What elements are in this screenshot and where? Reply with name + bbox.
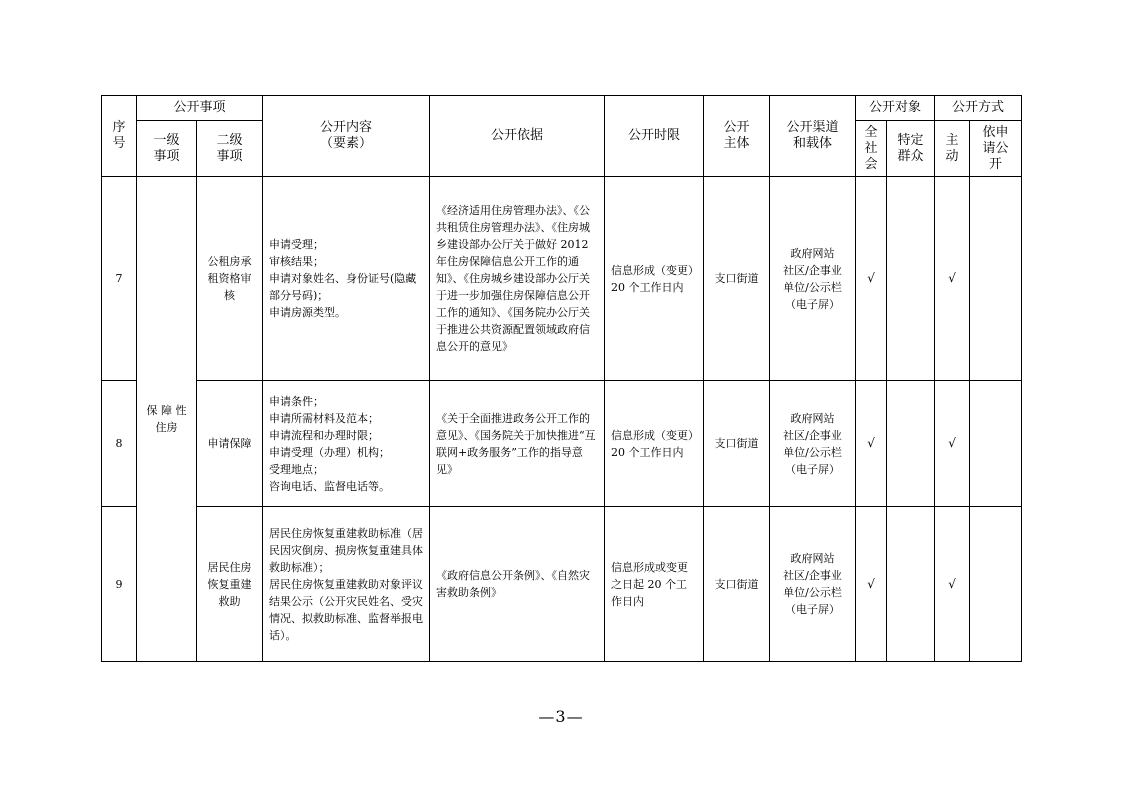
basis-cell: 《经济适用住房管理办法》、《公共租赁住房管理办法》、《住房城乡建设部办公厅关于做好 2012 年住房保障信息公开工作的通知》、《住房城乡建设部办公厅关于进一步加强住房保障信息公开工作的通知》、《国务院办公厅关于推进公共资源配置领域政府信息公开的意见》 [430,177,605,381]
content-cell: 申请受理； 审核结果； 申请对象姓名、身份证号(隐藏部分号码)； 申请房源类型。 [263,177,430,381]
row-seq: 7 [102,177,137,381]
content-cell: 申请条件； 申请所需材料及范本； 申请流程和办理时限； 申请受理（办理）机构； 受理地点； 咨询电话、监督电话等。 [263,381,430,507]
page-number: —3— [538,707,584,726]
time-limit-cell: 信息形成（变更）20 个工作日内 [605,177,704,381]
channel-cell: 政府网站 社区/企事业 单位/公示栏 （电子屏） [770,177,856,381]
active-check: √ [935,507,970,662]
specific-groups-check [887,507,935,662]
channel-cell: 政府网站 社区/企事业 单位/公示栏 （电子屏） [770,381,856,507]
header-on-request: 依申 请公 开 [970,121,1022,177]
time-limit-cell: 信息形成（变更）20 个工作日内 [605,381,704,507]
subject-cell: 支口街道 [704,381,770,507]
basis-cell: 《关于全面推进政务公开工作的意见》、《国务院关于加快推进“互联网+政务服务”工作的指导意见》 [430,381,605,507]
all-society-check: √ [856,507,887,662]
header-level1: 一级 事项 [137,121,197,177]
time-limit-cell: 信息形成或变更之日起 20 个工作日内 [605,507,704,662]
header-content: 公开内容 （要素） [263,96,430,177]
header-seq: 序 号 [102,96,137,177]
channel-cell: 政府网站 社区/企事业 单位/公示栏 （电子屏） [770,507,856,662]
on-request-check [970,177,1022,381]
active-check: √ [935,381,970,507]
all-society-check: √ [856,381,887,507]
table-row [102,177,1022,381]
active-check: √ [935,177,970,381]
header-channel: 公开渠道 和载体 [770,96,856,177]
header-audience: 公开对象 [856,96,935,121]
on-request-check [970,381,1022,507]
header-public-items: 公开事项 [137,96,263,121]
subject-cell: 支口街道 [704,177,770,381]
level1-item: 保 障 性 住房 [137,177,197,662]
header-basis: 公开依据 [430,96,605,177]
all-society-check: √ [856,177,887,381]
header-specific-groups: 特定 群众 [887,121,935,177]
header-row-1 [102,96,1022,121]
header-level2: 二级 事项 [197,121,263,177]
table-row [102,507,1022,662]
table-row [102,381,1022,507]
header-time-limit: 公开时限 [605,96,704,177]
basis-cell: 《政府信息公开条例》、《自然灾害救助条例》 [430,507,605,662]
level2-item: 居民住房 恢复重建 救助 [197,507,263,662]
subject-cell: 支口街道 [704,507,770,662]
on-request-check [970,507,1022,662]
header-all-society: 全 社 会 [856,121,887,177]
header-method: 公开方式 [935,96,1022,121]
header-subject: 公开 主体 [704,96,770,177]
header-active: 主 动 [935,121,970,177]
content-cell: 居民住房恢复重建救助标准（居民因灾倒房、损房恢复重建具体救助标准）； 居民住房恢复重建救助对象评议结果公示（公开灾民姓名、受灾情况、拟救助标准、监督举报电话）。 [263,507,430,662]
row-seq: 8 [102,381,137,507]
specific-groups-check [887,177,935,381]
level2-item: 公租房承 租资格审 核 [197,177,263,381]
disclosure-table [101,95,1022,662]
level2-item: 申请保障 [197,381,263,507]
specific-groups-check [887,381,935,507]
row-seq: 9 [102,507,137,662]
